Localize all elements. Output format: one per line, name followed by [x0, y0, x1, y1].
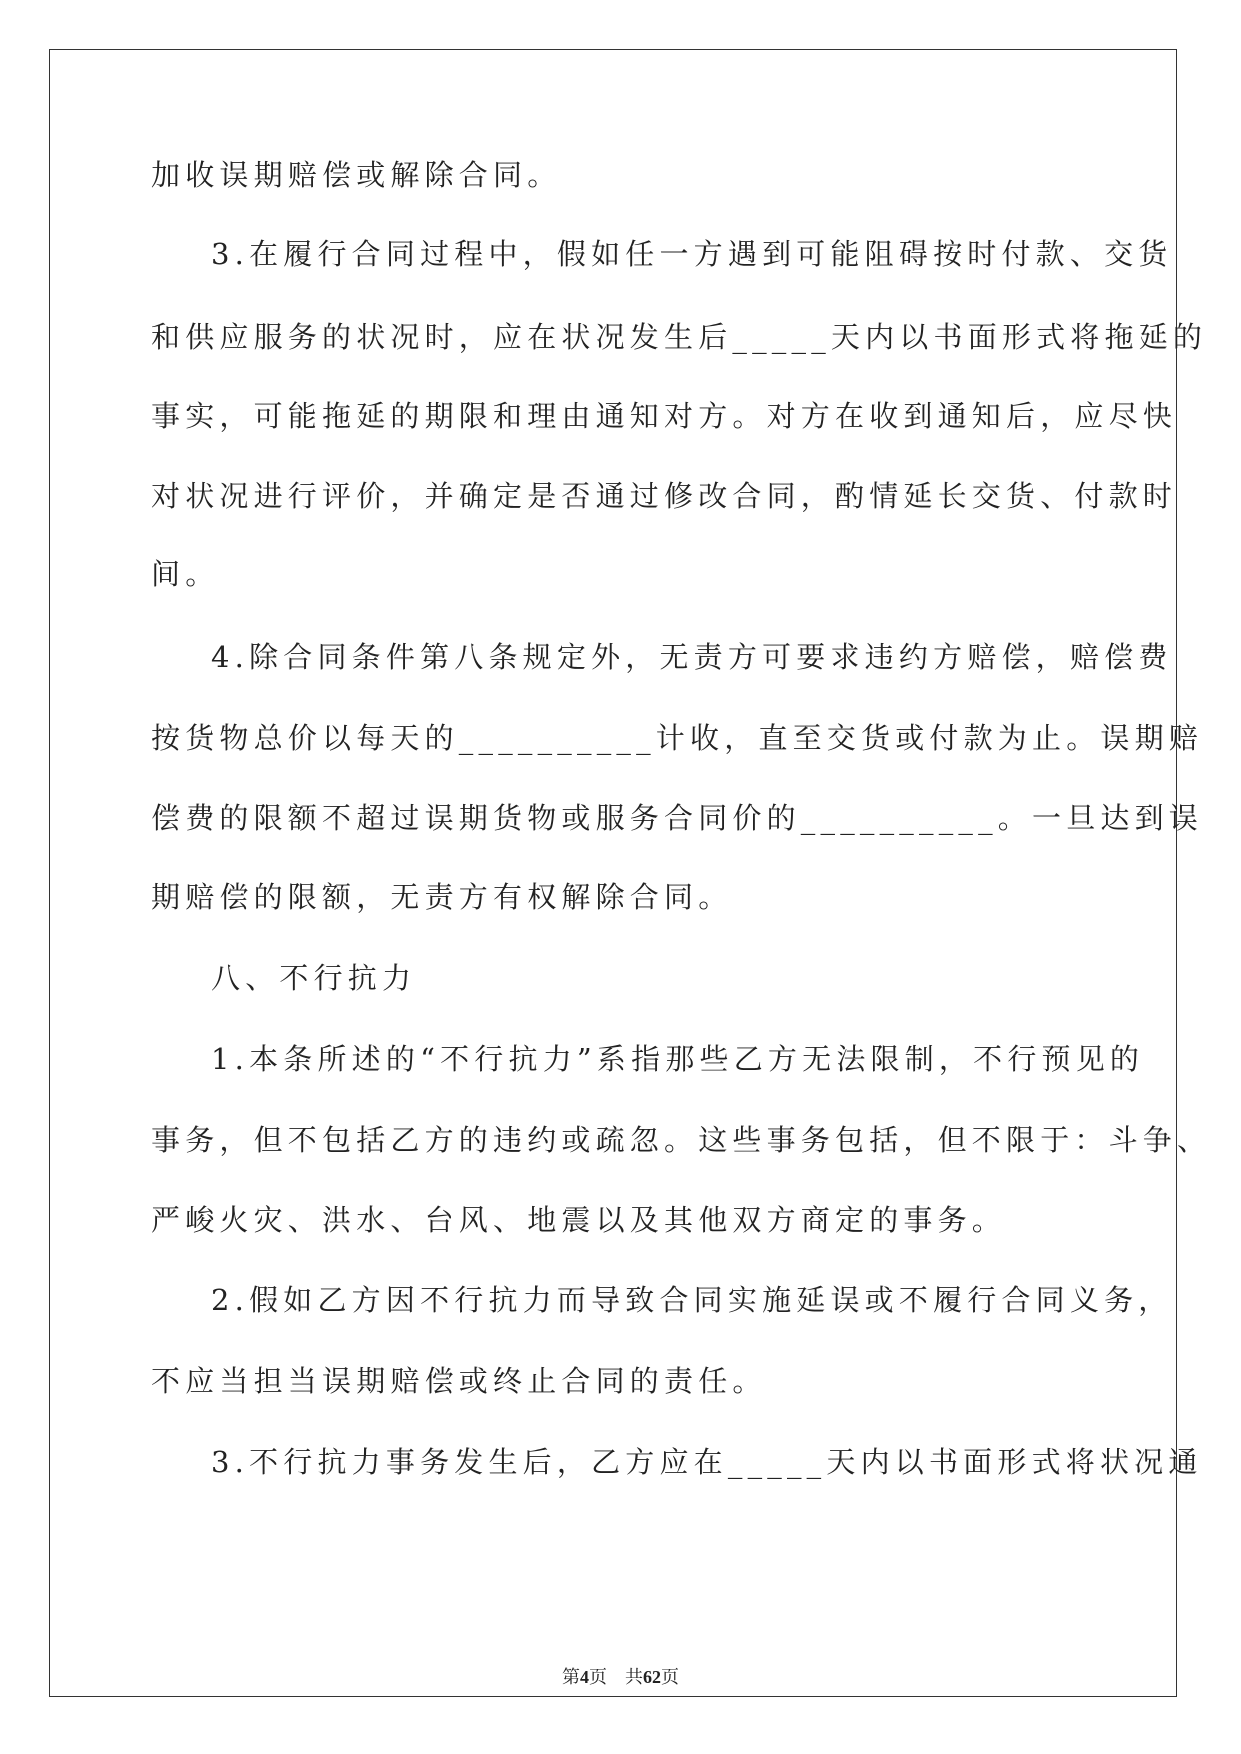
text-line: 对状况进行评价，并确定是否通过修改合同，酌情延长交货、付款时	[151, 479, 1178, 513]
page-suffix: 页	[589, 1667, 607, 1687]
text-line: 偿费的限额不超过误期货物或服务合同价的__________。一旦达到误	[151, 801, 1204, 835]
text-line: 期赔偿的限额，无责方有权解除合同。	[151, 880, 733, 914]
text-line: 事务，但不包括乙方的违约或疏忽。这些事务包括，但不限于：斗争、	[151, 1123, 1212, 1157]
text-line: 间。	[151, 557, 220, 591]
text-line: 3.不行抗力事务发生后，乙方应在_____天内以书面形式将状况通	[211, 1445, 1203, 1479]
text-line: 加收误期赔偿或解除合同。	[151, 158, 562, 192]
text-line: 1.本条所述的“不行抗力”系指那些乙方无法限制，不行预见的	[211, 1042, 1145, 1076]
page-prefix: 第	[562, 1667, 580, 1687]
page-footer	[0, 1665, 1241, 1689]
total-suffix: 页	[661, 1667, 679, 1687]
text-line: 4.除合同条件第八条规定外，无责方可要求违约方赔偿，赔偿费	[211, 640, 1173, 674]
text-line: 事实，可能拖延的期限和理由通知对方。对方在收到通知后，应尽快	[151, 399, 1178, 433]
text-line: 2.假如乙方因不行抗力而导致合同实施延误或不履行合同义务，	[211, 1283, 1173, 1317]
page-number: 4	[580, 1667, 589, 1687]
text-line: 和供应服务的状况时，应在状况发生后_____天内以书面形式将拖延的	[151, 320, 1208, 354]
section-heading: 八、不行抗力	[211, 961, 417, 995]
total-pages: 62	[643, 1667, 661, 1687]
total-prefix: 共	[625, 1667, 643, 1687]
text-line: 严峻火灾、洪水、台风、地震以及其他双方商定的事务。	[151, 1203, 1007, 1237]
text-line: 3.在履行合同过程中，假如任一方遇到可能阻碍按时付款、交货	[211, 237, 1173, 271]
text-line: 不应当担当误期赔偿或终止合同的责任。	[151, 1364, 767, 1398]
text-line: 按货物总价以每天的__________计收，直至交货或付款为止。误期赔	[151, 721, 1204, 755]
